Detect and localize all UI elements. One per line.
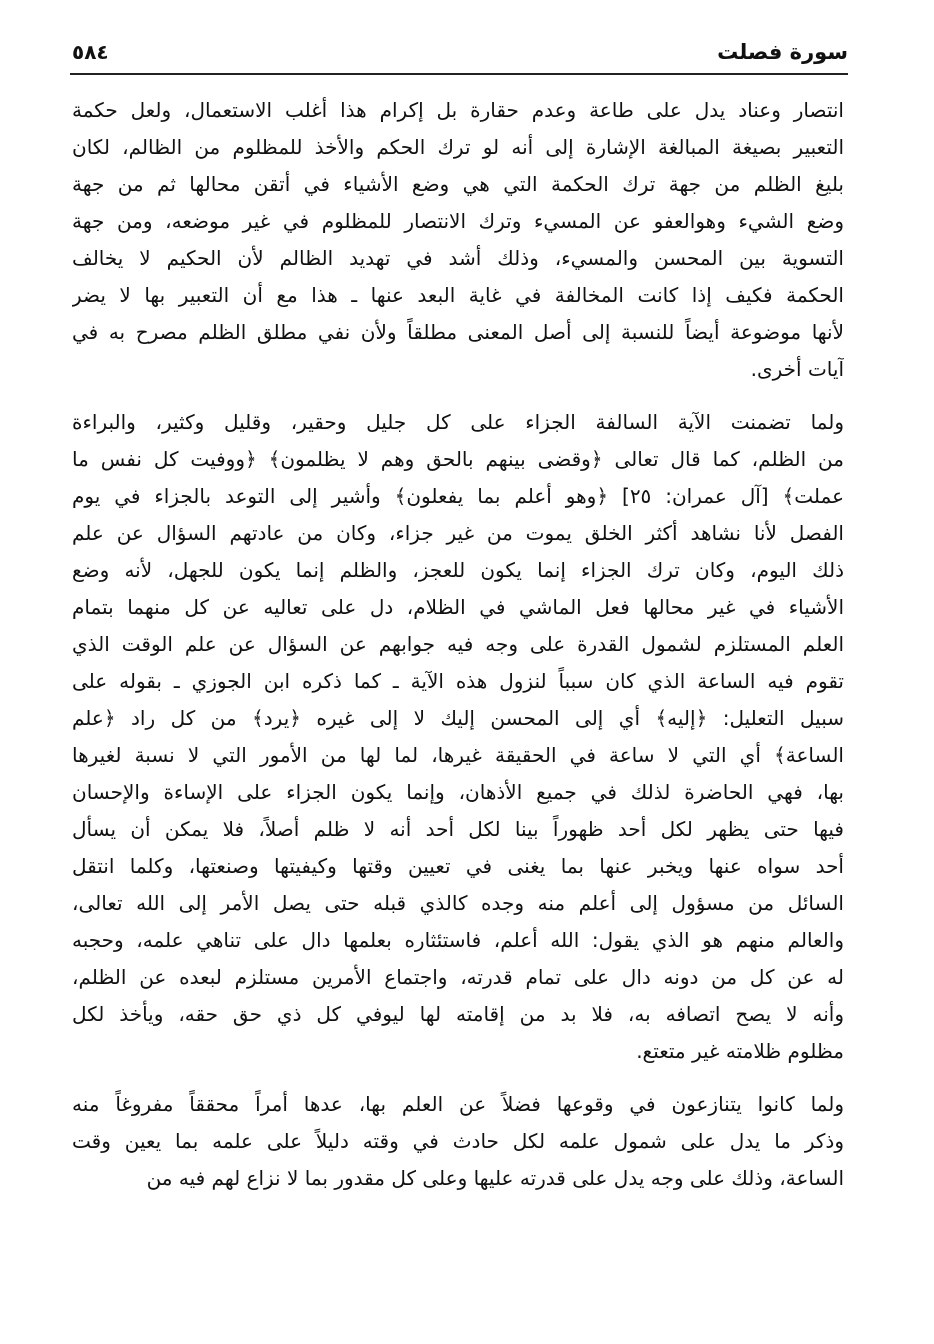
text-line: وضع الشيء وهوالعفو عن المسيء وترك الانتصار للمظلوم في غير موضعه، ومن جهة (72, 209, 844, 233)
text-line: عملت﴾ [آل عمران: ٢٥] ﴿وهو أعلم بما يفعلون﴾ وأشير إلى التوعد بالجزاء في يوم (72, 484, 844, 508)
page-header (70, 36, 848, 76)
header-divider (70, 73, 848, 75)
text-line: ولما كانوا يتنازعون في وقوعها فضلاً عن العلم بها، عدها أمراً محققاً مفروغاً منه (72, 1092, 844, 1116)
text-line: وذكر ما يدل على شمول علمه لكل حادث في وقته دليلاً على علمه بما يعين وقت (72, 1129, 844, 1153)
text-line: الأشياء في غير محالها فعل الماشي في الظلام، دل على تعاليه عن كل منهما بتمام (72, 595, 844, 619)
text-line: انتصار وعناد يدل على طاعة وعدم حقارة بل إكرام هذا أغلب الاستعمال، ولعل حكمة (72, 98, 844, 122)
text-line: فيها حتى يظهر لكل أحد ظهوراً بينا لكل أحد أنه لا ظلم أصلاً، فلا يمكن أن يسأل (72, 817, 844, 841)
text-line: السائل من مسؤول إلى أعلم منه وجده كالذي قبله حتى يصل الأمر إلى الله تعالى، (72, 891, 844, 915)
text-line: لأنها موضوعة أيضاً للنسبة إلى أصل المعنى مطلقاً ولأن نفي مطلق الظلم مصرح به في (72, 320, 844, 344)
text-line: من الظلم، كما قال تعالى ﴿وقضى بينهم بالحق وهم لا يظلمون﴾ ﴿ووفيت كل نفس ما (72, 447, 844, 471)
text-line: آيات أخرى. (750, 357, 844, 381)
text-line: وأنه لا يصح اتصافه به، فلا بد من إقامته لها ليوفي كل ذي حق حقه، ويأخذ لكل (72, 1002, 844, 1026)
text-line: ذلك اليوم، وكان ترك الجزاء إنما يكون للعجز، والظلم إنما يكون للجهل، لأنه وضع (72, 558, 844, 582)
surah-title: سورة فصلت (717, 40, 848, 64)
text-line: التسوية بين المحسن والمسيء، وذلك أشد في تهديد الظالم لأن الحكيم لا يخالف (72, 246, 844, 270)
text-line: الحكمة فكيف إذا كانت المخالفة في غاية البعد عنها ـ هذا مع أن التعبير بها لا يضر (72, 283, 844, 307)
text-line: له عن كل من دونه دال على تمام قدرته، واجتماع الأمرين مستلزم لبعده عن الظلم، (72, 965, 844, 989)
text-line: مظلوم ظلامته غير متعتع. (636, 1039, 844, 1063)
paragraph (72, 404, 844, 1070)
text-line: الساعة، وذلك على وجه يدل على قدرته عليها وعلى كل مقدور بما لا نزاع لهم فيه من (146, 1166, 844, 1190)
text-line: الفصل لأنا نشاهد أكثر الخلق يموت من غير جزاء، وكان من عادتهم السؤال عن علم (72, 521, 844, 545)
paragraph (72, 92, 844, 388)
text-line: بها، فهي الحاضرة لذلك في جميع الأذهان، وإنما يكون الجزاء على الإساءة والإحسان (72, 780, 844, 804)
text-line: سبيل التعليل: ﴿إليه﴾ أي إلى المحسن إليك لا إلى غيره ﴿يرد﴾ من كل راد ﴿علم (72, 706, 844, 730)
text-line: أحد سواه عنها ويخبر عنها بما يغنى في تعيين وقتها وكيفيتها وصنعتها، وكلما انتقل (72, 854, 844, 878)
page-number: ٥٨٤ (72, 40, 109, 64)
text-line: ولما تضمنت الآية السالفة الجزاء على كل جليل وحقير، وقليل وكثير، والبراءة (72, 410, 844, 434)
text-line: الساعة﴾ أي التي لا ساعة في الحقيقة غيرها، لما لها من الأمور التي لا نسبة لغيرها (72, 743, 844, 767)
page-body (72, 92, 844, 1197)
paragraph (72, 1086, 844, 1197)
text-line: بليغ الظلم من جهة ترك الحكمة التي هي وضع الأشياء في أتقن محالها ثم من جهة (72, 172, 844, 196)
text-line: التعبير بصيغة المبالغة الإشارة إلى أنه لو ترك الحكم والأخذ للمظلوم من الظالم، لكان (72, 135, 844, 159)
text-line: العلم المستلزم لشمول القدرة على وجه فيه جوابهم عن السؤال عن علم الوقت الذي (72, 632, 844, 656)
text-line: والعالم منهم هو الذي يقول: الله أعلم، فاستئثاره بعلمها دال على تناهي علمه، وحجبه (72, 928, 844, 952)
text-line: تقوم فيه الساعة الذي كان سبباً لنزول هذه الآية ـ كما ذكره ابن الجوزي ـ بقوله على (72, 669, 844, 693)
